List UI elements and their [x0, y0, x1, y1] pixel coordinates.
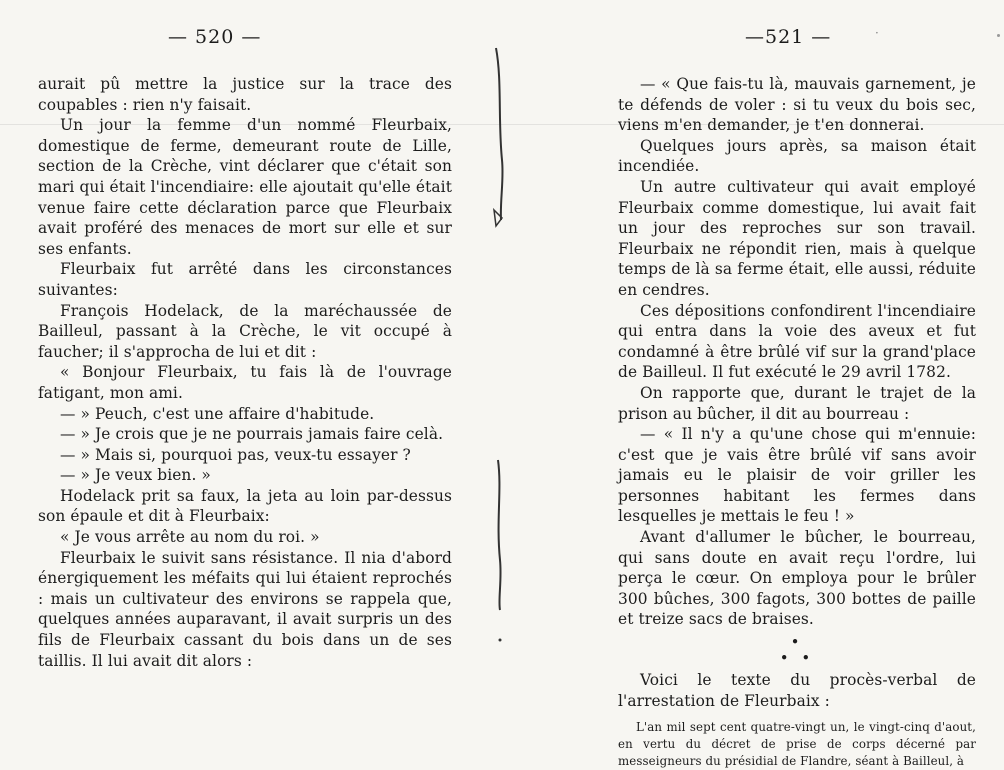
asterism-separator	[618, 634, 976, 666]
binding-thread-top	[496, 48, 503, 220]
binding-thread-bottom	[498, 460, 501, 610]
right-paragraph-3: Un autre cultivateur qui avait employé Fleurbaix comme domestique, lui avait fait un jour des reproches sur son travail. Fleurbaix ne répondit rien, mais à quelque temps de là sa ferme était, elle aussi, réduite en cendres.	[618, 177, 976, 299]
left-page-body	[38, 74, 452, 671]
edge-speck	[997, 34, 1000, 37]
left-page-number: — 520 —	[168, 26, 262, 48]
right-paragraph-5: On rapporte que, durant le trajet de la prison au bûcher, il dit au bourreau :	[618, 383, 976, 423]
left-paragraph-2: Un jour la femme d'un nommé Fleurbaix, domestique de ferme, demeurant route de Lille, section de la Crèche, vint déclarer que c'était son mari qui était l'incendiaire: elle ajoutait qu'elle était venue faire cette déclaration parce que Fleurbaix avait proféré des menaces de mort sur elle et sur ses enfants.	[38, 116, 452, 258]
right-page-body	[618, 74, 976, 770]
right-paragraph-7: Avant d'allumer le bûcher, le bourreau, qui sans doute en avait reçu l'ordre, lui perça le cœur. On employa pour le brûler 300 bûches, 300 fagots, 300 bottes de paille et treize sacs de braises.	[618, 528, 976, 629]
left-page	[0, 0, 490, 768]
left-paragraph-6: — » Peuch, c'est une affaire d'habitude.	[60, 404, 375, 423]
left-paragraph-10: Hodelack prit sa faux, la jeta au loin par-dessus son épaule et dit à Fleurbaix:	[38, 486, 452, 526]
stray-print-mark: ·	[875, 26, 879, 40]
binding-dot	[499, 639, 502, 642]
right-paragraph-2: Quelques jours après, sa maison était incendiée.	[618, 136, 976, 176]
left-paragraph-12: Fleurbaix le suivit sans résistance. Il nia d'abord énergiquement les méfaits qui lui étaient reprochés : mais un cultivateur des environs se rappela que, quelques années auparavant, il avait surpris un des fils de Fleurbaix cassant du bois dans un de ses taillis. Il lui avait dit alors :	[38, 548, 452, 670]
left-paragraph-7: — » Je crois que je ne pourrais jamais faire celà.	[60, 425, 444, 444]
asterism-glyph: • • •	[779, 633, 815, 668]
right-paragraph-4: Ces dépositions confondirent l'incendiaire qui entra dans la voie des aveux et fut condamné à être brûlé vif sur la grand'place de Bailleul. Il fut exécuté le 29 avril 1782.	[618, 301, 976, 382]
left-paragraph-4: François Hodelack, de la maréchaussée de Bailleul, passant à la Crèche, le vit occupé à faucher; il s'approcha de lui et dit :	[38, 301, 452, 361]
arrest-minutes-text: L'an mil sept cent quatre-vingt un, le vingt-cinq d'aout, en vertu du décret de prise de corps décerné par messeigneurs du présidial de Flandre, séant à Bailleul, à	[618, 720, 976, 769]
right-page-number: —521 —	[745, 26, 832, 48]
left-paragraph-9: — » Je veux bien. »	[60, 466, 211, 485]
left-paragraph-5: « Bonjour Fleurbaix, tu fais là de l'ouvrage fatigant, mon ami.	[38, 363, 452, 402]
right-paragraph-6: — « Il n'y a qu'une chose qui m'ennuie: c'est que je vais être brûlé vif sans avoir jamais eu le plaisir de voir griller les personnes habitant les fermes dans lesquelles je mettais le feu ! »	[618, 425, 976, 526]
left-paragraph-3: Fleurbaix fut arrêté dans les circonstances suivantes:	[38, 260, 452, 299]
left-paragraph-8: — » Mais si, pourquoi pas, veux-tu essayer ?	[60, 445, 411, 464]
right-page	[515, 0, 1004, 768]
left-paragraph-11: « Je vous arrête au nom du roi. »	[60, 528, 320, 547]
right-paragraph-1: — « Que fais-tu là, mauvais garnement, je te défends de voler : si tu veux du bois sec, viens m'en demander, je t'en donnerai.	[618, 75, 976, 135]
gutter-binding-marks	[480, 40, 520, 740]
right-paragraph-intro-minutes: Voici le texte du procès-verbal de l'arrestation de Fleurbaix :	[618, 671, 976, 710]
left-paragraph-1: aurait pû mettre la justice sur la trace des coupables : rien n'y faisait.	[38, 75, 452, 114]
